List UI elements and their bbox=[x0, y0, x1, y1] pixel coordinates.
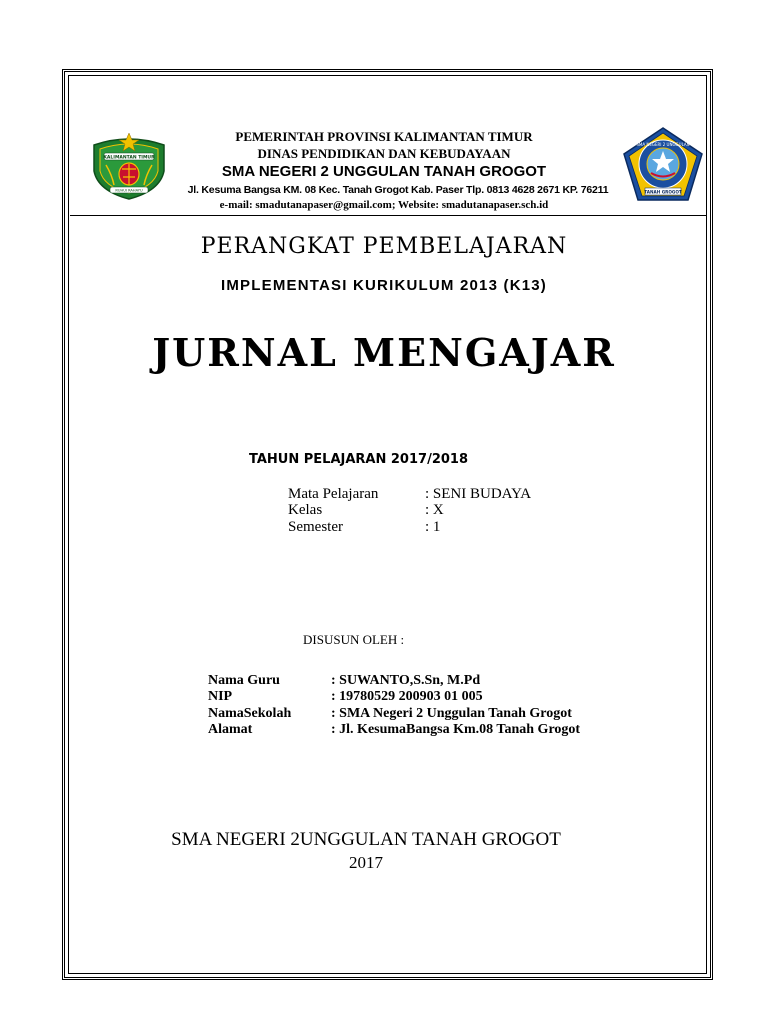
semester-value: : 1 bbox=[425, 519, 441, 535]
header-school-name: SMA NEGERI 2 UNGGULAN TANAH GROGOT bbox=[221, 163, 547, 180]
header-divider bbox=[70, 215, 706, 216]
semester-label: Semester bbox=[288, 519, 343, 535]
address-value: : Jl. KesumaBangsa Km.08 Tanah Grogot bbox=[331, 722, 581, 737]
document-heading: PERANGKAT PEMBELAJARAN bbox=[200, 234, 568, 259]
header-province: PEMERINTAH PROVINSI KALIMANTAN TIMUR bbox=[235, 129, 533, 144]
nip-label: NIP bbox=[208, 689, 233, 704]
subject-value: : SENI BUDAYA bbox=[425, 486, 532, 502]
subject-label: Mata Pelajaran bbox=[288, 486, 379, 502]
footer-school: SMA NEGERI 2UNGGULAN TANAH GROGOT bbox=[171, 829, 561, 850]
logo-left-motto-text: RUHUI RAHAYU bbox=[115, 188, 143, 193]
logo-right-banner-text: TANAH GROGOT bbox=[644, 189, 682, 195]
nip-value: : 19780529 200903 01 005 bbox=[331, 689, 483, 704]
class-value: : X bbox=[425, 502, 444, 518]
school-value: : SMA Negeri 2 Unggulan Tanah Grogot bbox=[331, 706, 572, 721]
header-department: DINAS PENDIDIKAN DAN KEBUDAYAAN bbox=[257, 146, 511, 161]
teacher-name-label: Nama Guru bbox=[208, 673, 280, 688]
curriculum-subtitle: IMPLEMENTASI KURIKULUM 2013 (K13) bbox=[220, 277, 548, 294]
address-label: Alamat bbox=[208, 722, 253, 737]
logo-left-banner-text: KALIMANTAN TIMUR bbox=[103, 155, 155, 161]
academic-year: TAHUN PELAJARAN 2017/2018 bbox=[249, 452, 469, 467]
prepared-by-label: DISUSUN OLEH : bbox=[303, 632, 405, 647]
page-title: JURNAL MENGAJAR bbox=[152, 330, 616, 375]
school-label: NamaSekolah bbox=[208, 706, 292, 721]
header-address: Jl. Kesuma Bangsa KM. 08 Kec. Tanah Grogot Kab. Paser Tlp. 0813 4628 2671 KP. 76211 bbox=[187, 184, 609, 196]
class-label: Kelas bbox=[288, 502, 323, 518]
header-contact: e-mail: smadutanapaser@gmail.com; Website: smadutanapaser.sch.id bbox=[219, 199, 549, 211]
footer-year: 2017 bbox=[349, 853, 383, 872]
logo-right-ring-text: SMA NEGERI 2 UNGGULAN bbox=[636, 142, 690, 147]
teacher-name-value: : SUWANTO,S.Sn, M.Pd bbox=[331, 673, 481, 688]
